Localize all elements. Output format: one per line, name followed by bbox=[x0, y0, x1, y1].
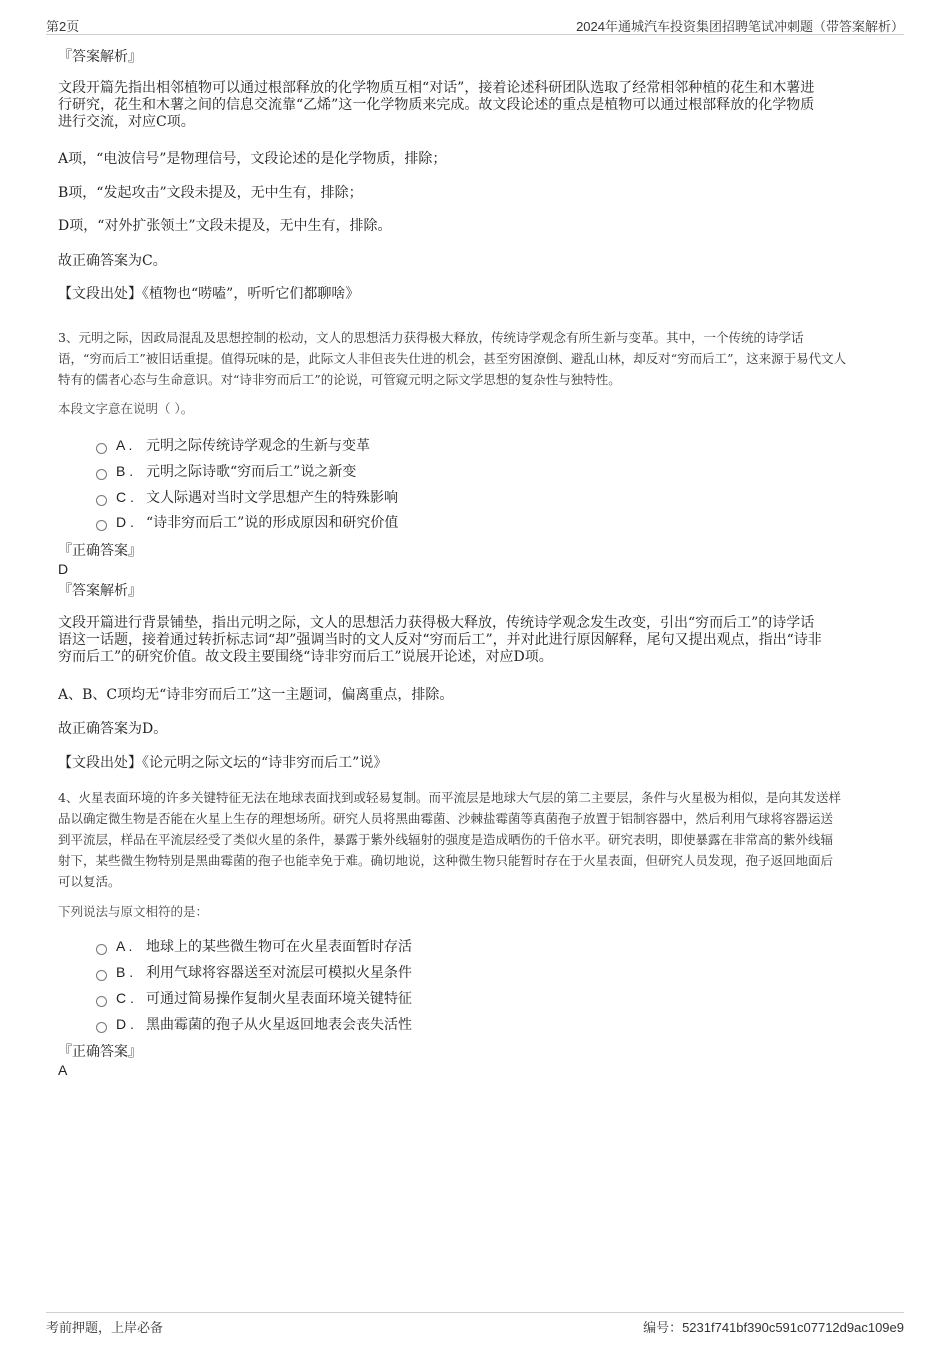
analysis-line: 文段开篇进行背景铺垫，指出元明之际，文人的思想活力获得极大释放，传统诗学观念发生改变，引出“穷而后工”的诗学话 bbox=[58, 615, 815, 631]
option-letter: B . bbox=[116, 964, 134, 980]
radio-button[interactable] bbox=[96, 970, 107, 981]
page-footer bbox=[46, 1312, 904, 1335]
option-a-explanation: A项，“电波信号”是物理信号，文段论述的是化学物质，排除； bbox=[58, 151, 447, 167]
correct-answer-label: 『正确答案』 bbox=[58, 543, 142, 559]
footer-slogan: 考前押题，上岸必备 bbox=[46, 1320, 164, 1335]
stem-line: 4、火星表面环境的许多关键特征无法在地球表面找到或轻易复制。而平流层是地球大气层的第二主要层，条件与火星极为相似，是向其发送样 bbox=[58, 790, 841, 805]
option-d-explanation: D项，“对外扩张领土”文段未提及，无中生有，排除。 bbox=[58, 218, 392, 234]
radio-button[interactable] bbox=[96, 495, 107, 506]
q4-option-a[interactable] bbox=[96, 936, 412, 956]
document-code: 编号：5231f741bf390c591c07712d9ac109e9 bbox=[643, 1320, 904, 1335]
option-letter: B . bbox=[116, 463, 134, 479]
q4-option-b[interactable] bbox=[96, 962, 412, 982]
radio-button[interactable] bbox=[96, 443, 107, 454]
question-4-prompt: 下列说法与原文相符的是： bbox=[58, 904, 209, 919]
radio-button[interactable] bbox=[96, 996, 107, 1007]
conclusion: 故正确答案为D。 bbox=[58, 721, 168, 737]
analysis-line: 行研究，花生和木薯之间的信息交流靠“乙烯”这一化学物质来完成。故文段论述的重点是植物可以通过根部释放的化学物质 bbox=[58, 97, 815, 113]
radio-button[interactable] bbox=[96, 520, 107, 531]
analysis-line: 进行交流，对应C项。 bbox=[58, 114, 195, 130]
analysis-label: 『答案解析』 bbox=[58, 49, 142, 65]
analysis-text bbox=[58, 80, 898, 131]
stem-line: 射下，某些微生物特别是黑曲霉菌的孢子也能幸免于难。确切地说，这种微生物只能暂时存在于火星表面，但研究人员发现，孢子返回地面后 bbox=[58, 853, 834, 868]
correct-answer-label: 『正确答案』 bbox=[58, 1044, 142, 1060]
option-text: 元明之际传统诗学观念的生新与变革 bbox=[146, 438, 370, 454]
option-letter: D . bbox=[116, 514, 134, 530]
question-3-stem bbox=[58, 327, 898, 390]
analysis-label: 『答案解析』 bbox=[58, 583, 142, 599]
radio-button[interactable] bbox=[96, 1022, 107, 1033]
q4-option-d[interactable] bbox=[96, 1014, 412, 1034]
option-text: 可通过简易操作复制火星表面环境关键特征 bbox=[146, 991, 412, 1007]
radio-button[interactable] bbox=[96, 469, 107, 480]
page-number: 第2页 bbox=[46, 19, 80, 34]
q3-option-d[interactable] bbox=[96, 512, 398, 532]
option-b-explanation: B项，“发起攻击”文段未提及，无中生有，排除； bbox=[58, 185, 363, 201]
option-text: 黑曲霉菌的孢子从火星返回地表会丧失活性 bbox=[146, 1017, 412, 1033]
correct-answer: D bbox=[58, 561, 69, 577]
source-citation: 【文段出处】《论元明之际文坛的“诗非穷而后工”说》 bbox=[58, 755, 388, 771]
q3-option-a[interactable] bbox=[96, 435, 370, 455]
option-letter: C . bbox=[116, 489, 134, 505]
question-3-prompt: 本段文字意在说明（ ）。 bbox=[58, 401, 194, 416]
option-text: 地球上的某些微生物可在火星表面暂时存活 bbox=[146, 939, 412, 955]
q3-option-c[interactable] bbox=[96, 487, 398, 507]
analysis-line: 文段开篇先指出相邻植物可以通过根部释放的化学物质互相“对话”，接着论述科研团队选取了经常相邻种植的花生和木薯进 bbox=[58, 80, 815, 96]
option-letter: A . bbox=[116, 437, 133, 453]
option-text: “诗非穷而后工”说的形成原因和研究价值 bbox=[146, 515, 399, 531]
question-4-stem bbox=[58, 787, 898, 892]
option-text: 元明之际诗歌“穷而后工”说之新变 bbox=[146, 464, 357, 480]
option-text: 利用气球将容器送至对流层可模拟火星条件 bbox=[146, 965, 412, 981]
analysis-line: 穷而后工”的研究价值。故文段主要围绕“诗非穷而后工”说展开论述，对应D项。 bbox=[58, 649, 553, 665]
stem-line: 可以复活。 bbox=[58, 874, 121, 889]
analysis-text bbox=[58, 615, 898, 666]
q4-option-c[interactable] bbox=[96, 988, 412, 1008]
stem-line: 语，“穷而后工”被旧话重提。值得玩味的是，此际文人非但丧失仕进的机会，甚至穷困潦倒、避乱山林，却反对“穷而后工”，这来源于易代文人 bbox=[58, 351, 847, 366]
stem-line: 品以确定微生物是否能在火星上生存的理想场所。研究人员将黑曲霉菌、沙棘盐霉菌等真菌孢子放置于铝制容器中，然后利用气球将容器运送 bbox=[58, 811, 834, 826]
option-letter: C . bbox=[116, 990, 134, 1006]
source-citation: 【文段出处】《植物也“唠嗑”，听听它们都聊啥》 bbox=[58, 286, 360, 302]
radio-button[interactable] bbox=[96, 944, 107, 955]
option-text: 文人际遇对当时文学思想产生的特殊影响 bbox=[146, 490, 398, 506]
analysis-line: 语这一话题，接着通过转折标志词“却”强调当时的文人反对“穷而后工”，并对此进行原因解释，尾句又提出观点，指出“诗非 bbox=[58, 632, 822, 648]
document-title: 2024年通城汽车投资集团招聘笔试冲刺题（带答案解析） bbox=[576, 19, 904, 34]
elimination-text: A、B、C项均无“诗非穷而后工”这一主题词，偏离重点，排除。 bbox=[58, 687, 454, 703]
correct-answer: A bbox=[58, 1062, 68, 1078]
stem-line: 3、元明之际，因政局混乱及思想控制的松动，文人的思想活力获得极大释放，传统诗学观念有所生新与变革。其中，一个传统的诗学话 bbox=[58, 330, 804, 345]
option-letter: A . bbox=[116, 938, 133, 954]
page-header bbox=[46, 14, 904, 35]
conclusion: 故正确答案为C。 bbox=[58, 253, 167, 269]
q3-option-b[interactable] bbox=[96, 461, 356, 481]
stem-line: 到平流层，样品在平流层经受了类似火星的条件，暴露于紫外线辐射的强度是造成晒伤的千倍水平。研究表明，即使暴露在非常高的紫外线辐 bbox=[58, 832, 834, 847]
option-letter: D . bbox=[116, 1016, 134, 1032]
stem-line: 特有的儒者心态与生命意识。对“诗非穷而后工”的论说，可管窥元明之际文学思想的复杂性与独特性。 bbox=[58, 372, 621, 387]
